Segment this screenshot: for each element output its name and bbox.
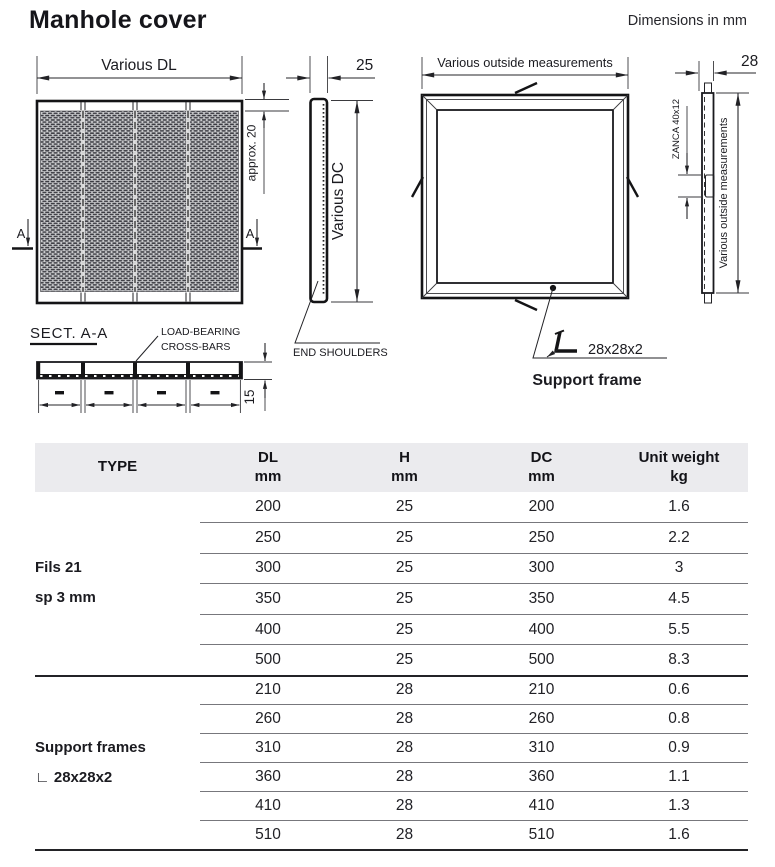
table-cell: 28 bbox=[336, 792, 473, 821]
crossbar bbox=[133, 363, 137, 378]
table-header-cell: H mm bbox=[336, 443, 473, 492]
table-cell: 260 bbox=[200, 705, 336, 734]
section-aa-drawing bbox=[30, 325, 272, 413]
table-cell: 350 bbox=[200, 584, 336, 615]
dim-label-outside-measurements-top: Various outside measurements bbox=[437, 55, 613, 70]
table-cell: 28 bbox=[336, 763, 473, 792]
angle-spec-label: 28x28x2 bbox=[588, 342, 643, 358]
table-cell: 25 bbox=[336, 523, 473, 554]
table-cell: 300 bbox=[200, 553, 336, 584]
end-shoulders-label: END SHOULDERS bbox=[293, 347, 388, 359]
weld-ticks bbox=[412, 83, 638, 310]
table-cell: 410 bbox=[200, 792, 336, 821]
table-header-row bbox=[35, 443, 748, 492]
dim-zanca bbox=[671, 99, 702, 219]
table-cell: 310 bbox=[200, 734, 336, 763]
table-cell: 28 bbox=[395, 681, 414, 699]
table-cell: 250 bbox=[200, 523, 336, 554]
table-header-cell: Unit weight kg bbox=[610, 443, 748, 492]
table-cell: 25 bbox=[336, 614, 473, 645]
table-header-cell: DL mm bbox=[200, 443, 336, 492]
table-header-cell: TYPE bbox=[35, 443, 200, 492]
table-cell: 25 bbox=[336, 553, 473, 584]
table-cell: 400 bbox=[473, 614, 610, 645]
table-cell: 28 bbox=[336, 734, 473, 763]
table-cell: 360 bbox=[200, 763, 336, 792]
section-marker-a-right bbox=[241, 219, 262, 249]
dim-label-various-dc: Various DC bbox=[330, 161, 347, 241]
mesh-grating bbox=[41, 111, 239, 292]
table-cell: 28 bbox=[336, 705, 473, 734]
svg-text:15: 15 bbox=[242, 389, 257, 405]
table-cell: 510 bbox=[200, 821, 336, 850]
support-frame-caption: Support frame bbox=[532, 372, 642, 389]
section-extension-lines bbox=[39, 380, 241, 413]
table-cell: 25 bbox=[336, 584, 473, 615]
cover-profile-outline bbox=[311, 99, 328, 302]
table-cell: 0.9 bbox=[610, 734, 748, 763]
crossbar-label-line2: CROSS-BARS bbox=[161, 341, 231, 353]
frame-plan-drawing bbox=[412, 55, 667, 389]
table-cell: 0.8 bbox=[610, 705, 748, 734]
svg-text:A: A bbox=[245, 226, 255, 241]
table-cell: 510 bbox=[473, 821, 610, 850]
type-cell: Support frames ∟ 28x28x2 bbox=[35, 738, 146, 786]
table-group-2 bbox=[35, 676, 748, 850]
section-span-dims bbox=[40, 391, 240, 405]
cover-side-drawing bbox=[286, 56, 388, 359]
frame-outer-outline bbox=[422, 95, 628, 298]
table-cell: 400 bbox=[200, 614, 336, 645]
svg-text:A: A bbox=[16, 226, 26, 241]
section-marker-a-left bbox=[12, 219, 33, 249]
table-cell: 200 bbox=[528, 498, 555, 516]
table-cell: 1.1 bbox=[610, 763, 748, 792]
table-cell: 200 bbox=[255, 498, 281, 516]
cover-plan-drawing bbox=[12, 56, 289, 303]
table-cell: 3 bbox=[610, 553, 748, 584]
crossbar bbox=[81, 363, 85, 378]
table-cell: 1.3 bbox=[610, 792, 748, 821]
dim-approx-20 bbox=[245, 83, 290, 194]
page-title: Manhole cover bbox=[29, 6, 207, 34]
table-cell: 2.2 bbox=[610, 523, 748, 554]
spec-table bbox=[35, 443, 748, 851]
table-cell: 1.6 bbox=[610, 821, 748, 850]
table-cell: 8.3 bbox=[610, 645, 748, 676]
dim-label-28: 28 bbox=[741, 53, 759, 70]
frame-side-drawing bbox=[671, 53, 758, 303]
table-cell: 1.6 bbox=[668, 498, 690, 516]
crossbar bbox=[186, 363, 190, 378]
table-row bbox=[35, 676, 748, 705]
units-note: Dimensions in mm bbox=[627, 13, 747, 29]
frame-profile-outline bbox=[702, 93, 714, 293]
table-cell: 0.6 bbox=[668, 681, 690, 699]
dim-label-various-dl: Various DL bbox=[101, 57, 177, 74]
svg-text:approx. 20: approx. 20 bbox=[244, 124, 259, 182]
table-cell: 210 bbox=[255, 681, 281, 699]
table-cell: 500 bbox=[200, 645, 336, 676]
table-cell: 360 bbox=[473, 763, 610, 792]
table-row bbox=[35, 492, 748, 523]
table-cell: 210 bbox=[528, 681, 555, 699]
table-cell: 28 bbox=[336, 821, 473, 850]
table-cell: 310 bbox=[473, 734, 610, 763]
table-cell: 260 bbox=[473, 705, 610, 734]
table-cell: 500 bbox=[473, 645, 610, 676]
svg-text:ZANCA 40x12: ZANCA 40x12 bbox=[671, 98, 682, 160]
dim-15 bbox=[242, 343, 272, 411]
table-cell: 25 bbox=[336, 645, 473, 676]
section-aa-title: SECT. A-A bbox=[30, 325, 109, 342]
table-cell: 5.5 bbox=[610, 614, 748, 645]
table-cell: 350 bbox=[473, 584, 610, 615]
table-cell: 4.5 bbox=[610, 584, 748, 615]
table-cell: 300 bbox=[473, 553, 610, 584]
crossbar-label-line1: LOAD-BEARING bbox=[161, 326, 241, 338]
angle-section-icon bbox=[547, 331, 577, 358]
dim-label-25: 25 bbox=[356, 57, 374, 74]
table-group-1 bbox=[35, 492, 748, 676]
table-cell: 250 bbox=[473, 523, 610, 554]
table-cell: 25 bbox=[395, 498, 414, 516]
dim-label-outside-measurements-side: Various outside measurements bbox=[718, 117, 730, 269]
table-header-cell: DC mm bbox=[473, 443, 610, 492]
type-cell: Fils 21 sp 3 mm bbox=[35, 559, 96, 607]
table-cell: 410 bbox=[473, 792, 610, 821]
